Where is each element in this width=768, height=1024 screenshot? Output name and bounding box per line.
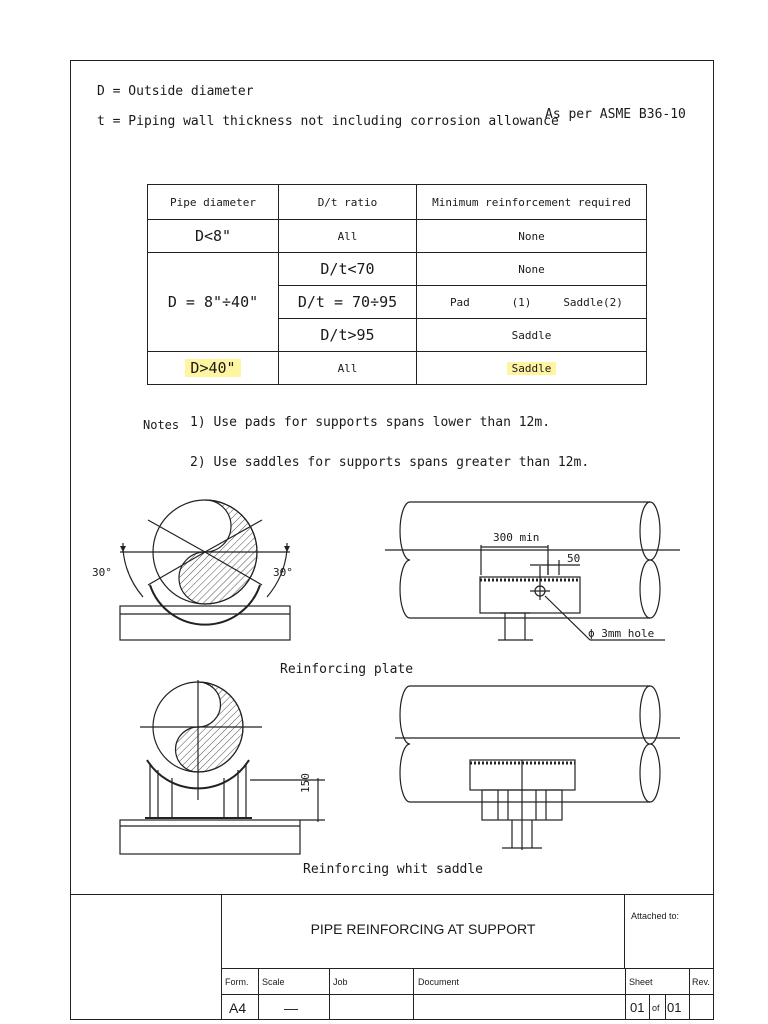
row1-diameter: D<8" bbox=[148, 220, 279, 253]
row2-diameter: D = 8"÷40" bbox=[148, 253, 279, 352]
caption-reinforcing-saddle: Reinforcing whit saddle bbox=[303, 862, 484, 877]
sheet-divider-1 bbox=[649, 994, 650, 1020]
form-value: A4 bbox=[229, 1000, 247, 1016]
row3-req-pad: Pad bbox=[449, 295, 470, 309]
sheet-total: 01 bbox=[667, 1000, 682, 1015]
header-dt-ratio: D/t ratio bbox=[279, 185, 417, 220]
row3-req-saddle: Saddle(2) bbox=[563, 295, 623, 309]
d-definition: D = Outside diameter bbox=[97, 84, 254, 99]
dim-300-label: 300 min bbox=[493, 531, 540, 544]
row3-ratio: D/t = 70÷95 bbox=[279, 286, 417, 319]
saddle-section-view bbox=[120, 680, 325, 854]
document-label: Document bbox=[418, 977, 460, 987]
job-label: Job bbox=[333, 977, 348, 987]
dim-50-label: 50 bbox=[567, 552, 581, 565]
row5-requirement-text: Saddle bbox=[507, 362, 557, 375]
row2-ratio: D/t<70 bbox=[279, 253, 417, 286]
angle-left-label: 30° bbox=[92, 566, 112, 579]
row2-requirement: None bbox=[417, 253, 647, 286]
t-definition: t = Piping wall thickness not including corrosion allowance bbox=[97, 114, 559, 129]
caption-reinforcing-plate: Reinforcing plate bbox=[280, 662, 414, 677]
row1-requirement: None bbox=[417, 220, 647, 253]
dim-150-label: 150 bbox=[299, 773, 312, 793]
drawing-title: PIPE REINFORCING AT SUPPORT bbox=[310, 921, 536, 937]
sheet-of-label: of bbox=[652, 1003, 660, 1013]
hole-label: ϕ 3mm hole bbox=[588, 627, 655, 640]
row5-ratio: All bbox=[279, 352, 417, 385]
row4-requirement: Saddle bbox=[417, 319, 647, 352]
row1-ratio: All bbox=[279, 220, 417, 253]
scale-label: Scale bbox=[262, 977, 285, 987]
row3-req-note1: (1) bbox=[511, 295, 532, 309]
scale-value: — bbox=[284, 1000, 298, 1016]
reference-standard: As per ASME B36-10 bbox=[545, 107, 686, 122]
sheet-label: Sheet bbox=[629, 977, 653, 987]
pad-side-arrows bbox=[120, 546, 290, 552]
note-2: 2) Use saddles for supports spans greater than 12m. bbox=[190, 455, 590, 470]
saddle-side-view bbox=[395, 686, 680, 850]
note-1: 1) Use pads for supports spans lower than 12m. bbox=[190, 415, 551, 430]
sheet-number: 01 bbox=[630, 1000, 645, 1015]
header-pipe-diameter: Pipe diameter bbox=[148, 185, 279, 220]
angle-right-label: 30° bbox=[273, 566, 293, 579]
pad-side-view bbox=[385, 502, 680, 640]
row5-diameter-text: D>40" bbox=[185, 359, 240, 377]
rev-label: Rev. bbox=[692, 977, 710, 987]
pad-section-view bbox=[120, 500, 290, 640]
header-min-reinforcement: Minimum reinforcement required bbox=[417, 185, 647, 220]
row4-ratio: D/t>95 bbox=[279, 319, 417, 352]
attached-to-label: Attached to: bbox=[631, 911, 680, 921]
form-label: Form. bbox=[225, 977, 249, 987]
title-block-divider bbox=[221, 994, 714, 995]
sheet-divider-2 bbox=[665, 994, 666, 1020]
notes-label: Notes bbox=[143, 418, 180, 432]
